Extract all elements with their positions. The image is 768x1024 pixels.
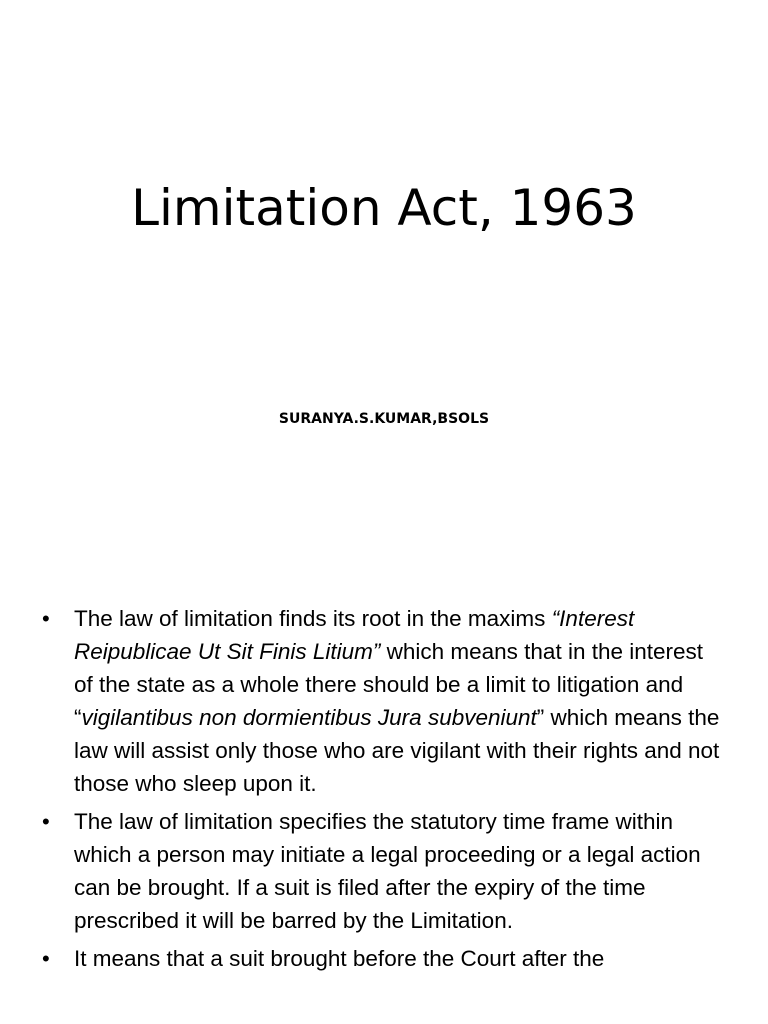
bullet-text-segment: which means that in the interest of the state as a whole there should be a limit to litigation and “ [74, 639, 704, 730]
bullet-text-segment: The law of limitation finds its root in the maxims [74, 606, 552, 631]
bullet-list [0, 602, 768, 1024]
bullet-item [0, 942, 768, 975]
bullet-text: It means that a suit brought before the Court after the [74, 946, 605, 971]
bullet-text: The law of limitation specifies the statutory time frame within which a person may initiate a legal proceeding or a legal action can be brought. If a suit is filed after the expiry of the time prescribed it will be barred by the Limitation. [74, 809, 701, 933]
slide-title: Limitation Act, 1963 [131, 179, 637, 237]
bullet-item [0, 805, 768, 937]
bullet-icon: • [42, 809, 50, 834]
maxim-interest-reipublicae: “Interest Reipublicae Ut Sit Finis Litium” [74, 606, 635, 664]
bullet-text-segment: ” which means the law will assist only those who are vigilant with their rights and not those who sleep upon it. [74, 705, 720, 796]
bullet-item [0, 602, 768, 800]
bullet-icon: • [42, 606, 50, 631]
slide-subtitle: SURANYA.S.KUMAR,BSOLS [278, 411, 490, 427]
maxim-vigilantibus: vigilantibus non dormientibus Jura subveniunt [81, 705, 537, 730]
bullet-icon: • [42, 946, 50, 971]
